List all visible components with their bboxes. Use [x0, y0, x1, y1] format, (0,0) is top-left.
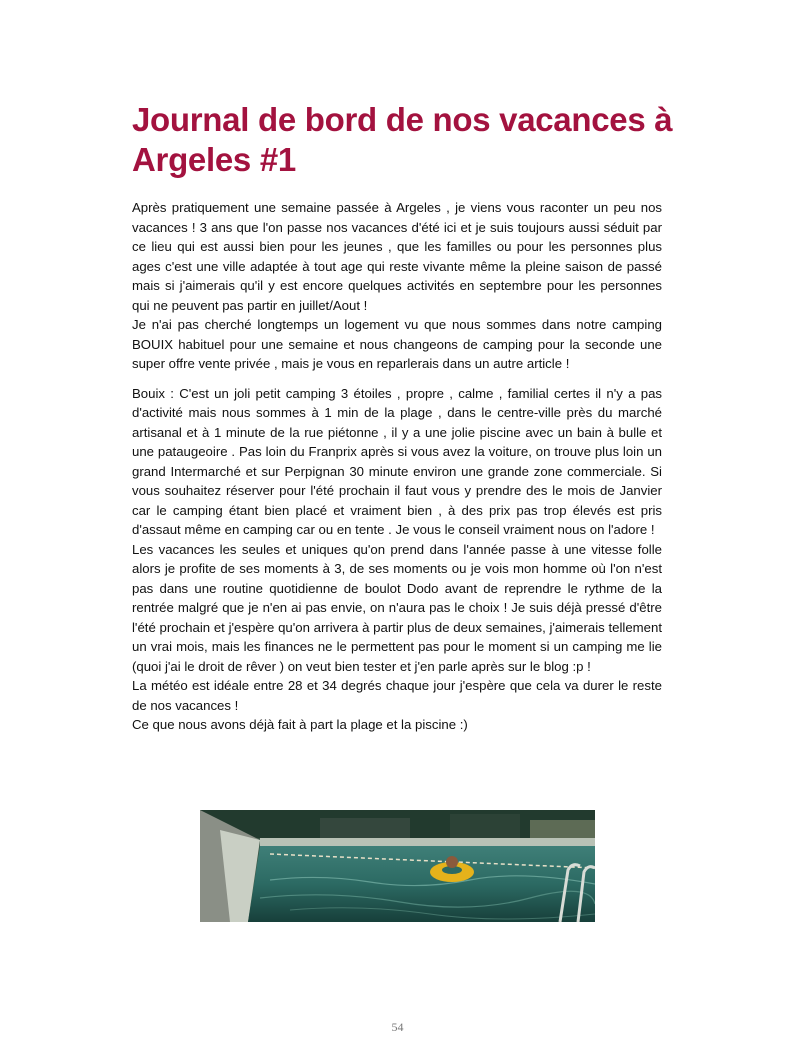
page-number: 54	[391, 1020, 404, 1034]
paragraph-intro: Après pratiquement une semaine passée à Argeles , je viens vous raconter un peu nos vacances ! 3 ans que l'on passe nos vacances d'été ici et je suis toujours aussi séduit par ce lieu qui est aussi bien pour les jeunes , que les familles ou pour les personnes plus ages c'est une ville adaptée à tout age qui reste vivante même la pleine saison de passé mais si j'aimerais qu'il y est encore quelques activités en septembre pour les personnes qui ne peuvent pas partir en juillet/Aout !	[132, 200, 662, 313]
paragraph-lodging: Je n'ai pas cherché longtemps un logement vu que nous sommes dans notre camping BOUIX habituel pour une semaine et nous changeons de camping pour la seconde une super offre vente privée , mais je vous en reparlerais dans un autre article !	[132, 317, 662, 371]
paragraph-weather: La météo est idéale entre 28 et 34 degrés chaque jour j'espère que cela va durer le reste de nos vacances !	[132, 678, 662, 713]
paragraph-holidays: Les vacances les seules et uniques qu'on prend dans l'année passe à une vitesse folle alors je profite de ses moments à 3, de ses moments ou je vois mon homme où l'on n'est pas dans une routine quotidienne de boulot Dodo avant de reprendre le rythme de la rentrée malgré que je n'en ai pas envie, on n'aura pas le choix ! Je suis déjà pressé d'être l'été prochain et j'espère qu'on arrivera à partir plus de deux semaines, j'aimerais tellement un vrai mois, mais les finances ne le permettent pas pour le moment si un camping me lie (quoi j'ai le droit de rêver ) on veut bien tester et j'en parle après sur le blog :p !	[132, 541, 662, 674]
paragraph-spacer	[132, 374, 662, 384]
article-body	[132, 198, 662, 735]
pool-photo-illustration	[200, 810, 595, 922]
paragraph-activities: Ce que nous avons déjà fait à part la plage et la piscine :)	[132, 717, 468, 732]
article-title: Journal de bord de nos vacances à Argeles #1	[132, 101, 673, 178]
pool-photo	[200, 810, 595, 922]
paragraph-camping-bouix: Bouix : C'est un joli petit camping 3 étoiles , propre , calme , familial certes il n'y a pas d'activité mais nous sommes à 1 min de la plage , dans le centre-ville près du marché artisanal et à 1 minute de la rue piétonne , il y a une jolie piscine avec un bain à bulle et une pataugeoire . Pas loin du Franprix après si vous avez la voiture, on trouve plus loin un grand Intermarché et sur Perpignan 30 minute environ une grande zone commerciale. Si vous souhaitez réserver pour l'été prochain il faut vous y prendre des le mois de Janvier car le camping étant bien placé et vraiment bien , à des prix pas trop élevés est pris d'assaut même en camping car ou en tente . Je vous le conseil vraiment nous on l'adore !	[132, 385, 662, 537]
